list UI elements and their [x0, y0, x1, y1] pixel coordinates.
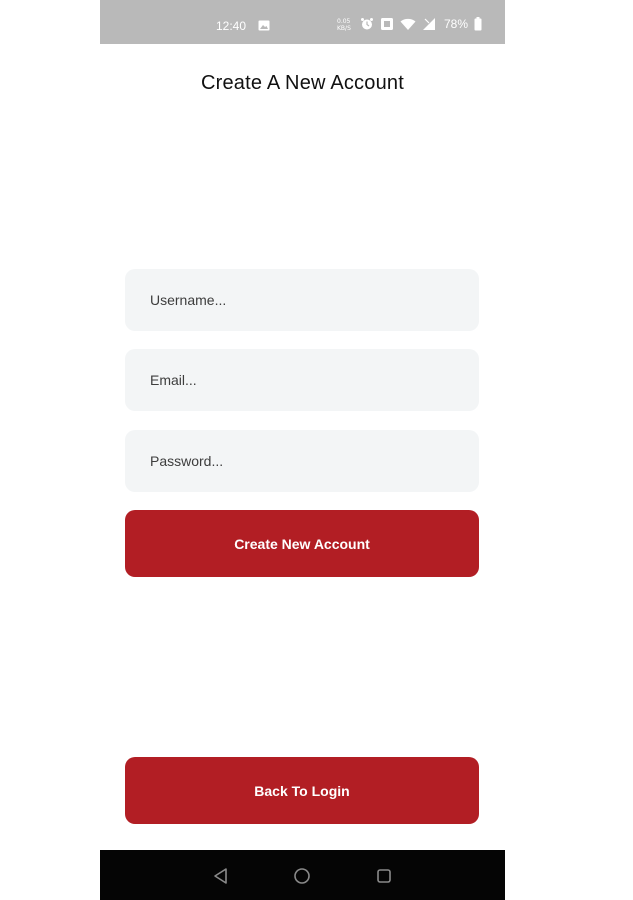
email-placeholder: Email... [150, 372, 197, 388]
battery-percent: 78% [444, 17, 469, 31]
page-title: Create A New Account [200, 72, 404, 94]
svg-text:KB/S: KB/S [337, 25, 351, 32]
status-bar [100, 0, 505, 44]
signal-icon [422, 17, 436, 31]
svg-text:0.05: 0.05 [337, 18, 351, 25]
username-field[interactable] [125, 269, 479, 331]
email-field[interactable] [125, 349, 479, 411]
home-circle-icon[interactable] [292, 866, 312, 886]
nfc-icon [380, 17, 394, 31]
data-speed-icon [336, 16, 354, 32]
password-field[interactable] [125, 430, 479, 492]
wifi-icon [400, 18, 416, 31]
navigation-bar [100, 850, 505, 900]
alarm-icon [360, 17, 374, 31]
password-placeholder: Password... [150, 453, 224, 469]
status-icons [336, 16, 482, 32]
phone-screen [100, 0, 505, 900]
create-account-button-label: Create New Account [234, 535, 370, 552]
username-placeholder: Username... [150, 292, 227, 308]
battery-icon [474, 17, 482, 31]
back-triangle-icon[interactable] [211, 866, 231, 886]
back-to-login-button[interactable] [125, 757, 479, 824]
create-account-button[interactable] [125, 510, 479, 577]
back-to-login-button-label: Back To Login [254, 782, 350, 799]
image-notification-icon [258, 20, 270, 31]
recents-square-icon[interactable] [374, 866, 394, 886]
status-time: 12:40 [216, 19, 247, 33]
